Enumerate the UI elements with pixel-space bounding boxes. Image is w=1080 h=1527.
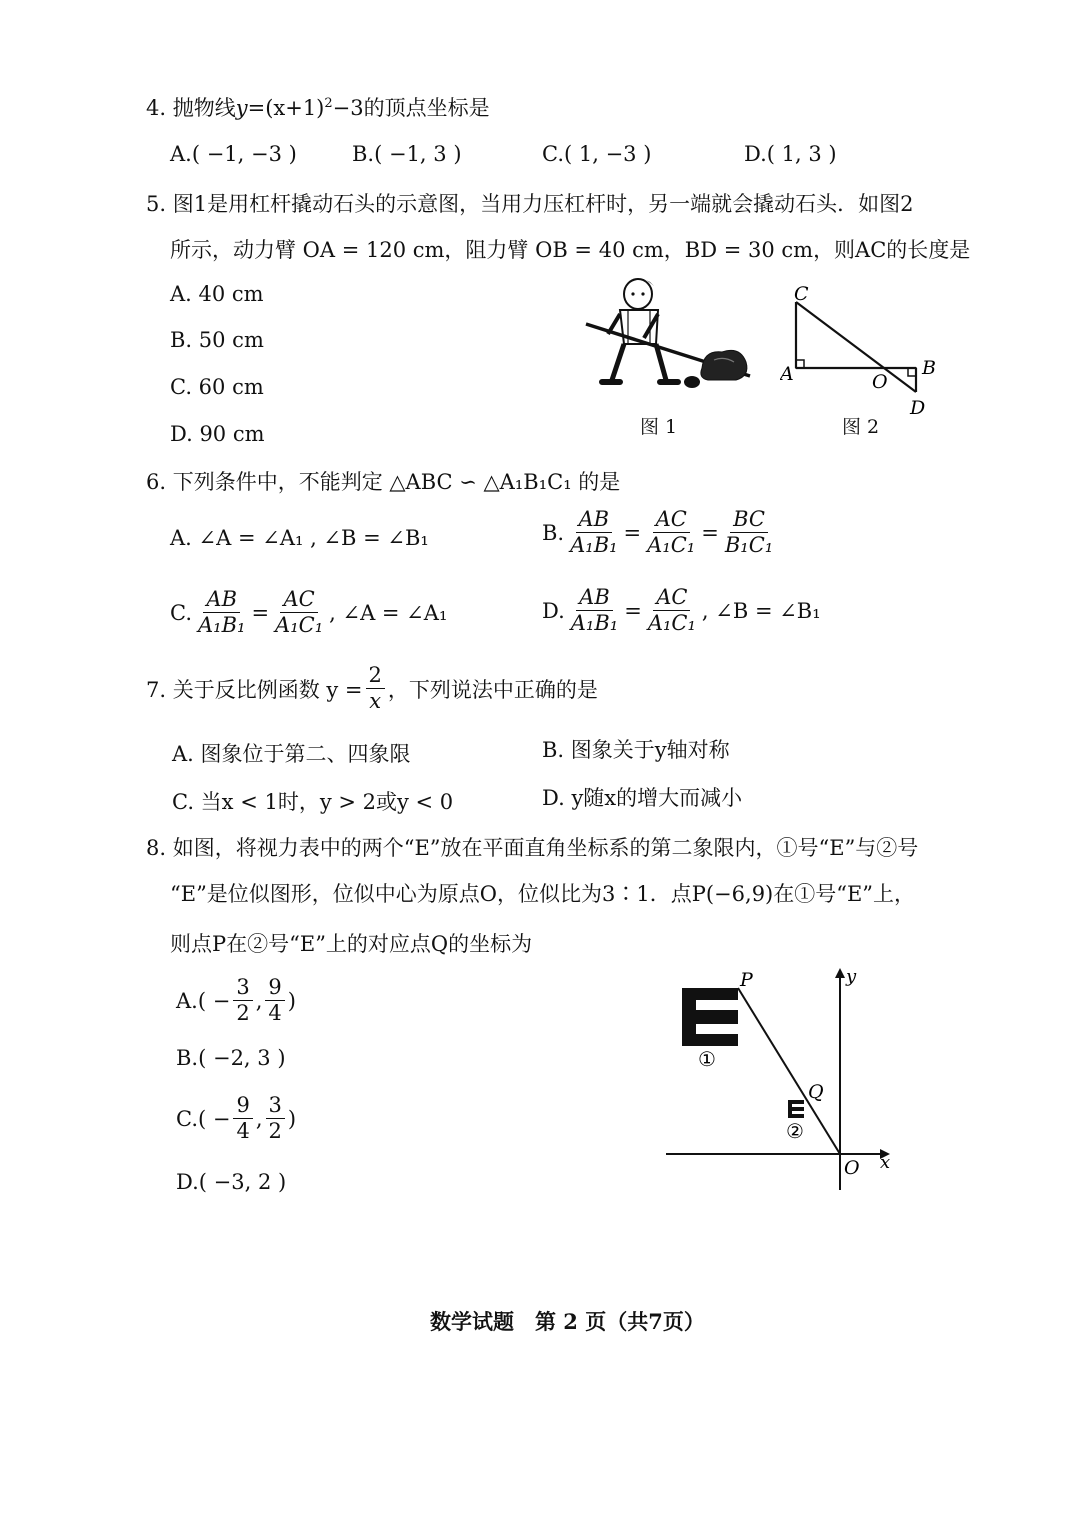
q8-option-c-label: C. (176, 1106, 198, 1131)
q5-fig2-label-d: D (910, 397, 926, 419)
q7-stem (146, 664, 598, 713)
q7-option-b: B. 图象关于y轴对称 (542, 738, 730, 762)
q5-fig2-caption: 图 2 (842, 416, 880, 438)
q8-option-d: D.( −3, 2 ) (176, 1170, 287, 1194)
q6-c-frac-2-den: A₁C₁ (275, 613, 324, 638)
q6-d-frac-2 (645, 586, 699, 635)
q4-option-b: B.( −1, 3 ) (352, 142, 462, 166)
q6-b-frac-3-den: B₁C₁ (724, 533, 774, 558)
q6-d-frac-2-den: A₁C₁ (647, 611, 696, 636)
q5-option-c: C. 60 cm (170, 375, 264, 399)
q5-fig2-label-c: C (794, 283, 809, 305)
q6-c-eq: = (251, 600, 270, 625)
q8-fig-label-o: O (844, 1157, 860, 1179)
q6-b-frac-2-den: A₁C₁ (647, 533, 696, 558)
q6-stem: 6. 下列条件中，不能判定 △ABC ∽ △A₁B₁C₁ 的是 (146, 470, 621, 494)
q8-a-frac-x-num: 3 (233, 976, 252, 1001)
q5-figure1-lever-illustration (580, 272, 755, 402)
q5-line2: 所示，动力臂 OA = 120 cm，阻力臂 OB = 40 cm，BD = 30 cm，则AC的长度是 (170, 238, 971, 262)
q5-fig2-label-a: A (780, 363, 794, 385)
page-footer: 数学试题 第 2 页（共7页） (430, 1309, 705, 1334)
q8-big-e-glyph (682, 988, 738, 1046)
q4-option-a: A.( −1, −3 ) (170, 142, 297, 166)
q6-c-frac-1 (195, 588, 248, 637)
q6-option-c-label: C. (170, 600, 192, 625)
q6-d-frac-1-num: AB (576, 586, 613, 611)
q8-small-e-glyph (788, 1100, 804, 1118)
q8-a-frac-y-den: 4 (268, 1001, 282, 1026)
q6-option-c (170, 588, 447, 637)
q6-d-frac-2-num: AC (653, 586, 690, 611)
q6-b-frac-1 (567, 508, 620, 557)
q8-c-frac-x-den: 4 (236, 1119, 250, 1144)
q8-c-frac-x (233, 1094, 252, 1143)
q6-d-eq: = (624, 598, 642, 623)
q6-b-frac-1-num: AB (576, 508, 613, 533)
q8-option-c: C. ( − $\frac{9}{4}$ , $\frac{3}{2}$ ) (176, 1093, 297, 1144)
q8-fig-label-e2: ② (786, 1119, 804, 1143)
q5-figure2-diagram (780, 282, 940, 420)
q6-d-frac-1-den: A₁B₁ (570, 611, 619, 636)
q8-fig-label-e1: ① (698, 1047, 716, 1071)
q6-b-frac-3 (722, 508, 776, 557)
q8-option-b: B.( −2, 3 ) (176, 1046, 286, 1070)
q7-stem-prefix: 7. 关于反比例函数 y = (146, 677, 363, 702)
q6-b-frac-2 (644, 508, 698, 557)
q8-fig-label-y: y (846, 966, 857, 987)
q8-a-frac-x (233, 976, 252, 1025)
q6-c-frac-2-num: AC (280, 588, 317, 613)
q5-option-a: A. 40 cm (170, 282, 264, 306)
q4-option-d: D.( 1, 3 ) (744, 142, 837, 166)
q6-d-frac-1 (568, 586, 621, 635)
q8-option-a: A. ( − $\frac{3}{2}$ , $\frac{9}{4}$ ) (176, 975, 296, 1026)
q8-c-frac-y-den: 2 (268, 1119, 282, 1144)
q4-formula-exp: 2 (324, 96, 333, 111)
q6-b-frac-1-den: A₁B₁ (570, 533, 618, 558)
q6-b-eq-1: = (623, 520, 642, 545)
q8-a-frac-y (265, 976, 284, 1025)
q6-option-b-label: B. (542, 520, 565, 545)
q7-stem-suffix: ，下列说法中正确的是 (387, 677, 598, 702)
q5-line1: 5. 图1是用杠杆撬动石头的示意图，当用力压杠杆时，另一端就会撬动石头．如图2 (146, 192, 914, 216)
q5-fig2-label-o: O (872, 371, 888, 393)
q5-option-d: D. 90 cm (170, 422, 265, 446)
q8-line2: “E”是位似图形，位似中心为原点O，位似比为3∶1．点P(−6,9)在①号“E”上， (170, 882, 916, 906)
q6-b-frac-2-num: AC (653, 508, 690, 533)
q8-line3: 则点P在②号“E”上的对应点Q的坐标为 (170, 932, 533, 956)
q6-option-d (542, 586, 821, 635)
q6-c-frac-2 (272, 588, 326, 637)
q6-option-d-label: D. (542, 598, 565, 623)
q8-c-frac-y (266, 1094, 285, 1143)
q8-a-frac-x-den: 2 (236, 1001, 250, 1026)
q4-option-c: C.( 1, −3 ) (542, 142, 652, 166)
q8-c-frac-x-num: 9 (233, 1094, 252, 1119)
q7-frac-den: x (369, 689, 382, 714)
q8-line1: 8. 如图，将视力表中的两个“E”放在平面直角坐标系的第二象限内，①号“E”与②号 (146, 836, 919, 860)
q4-formula-mid: =(x+1) (247, 96, 325, 120)
q8-fig-label-p: P (740, 969, 753, 991)
q8-fig-label-q: Q (808, 1081, 824, 1103)
q7-frac (366, 664, 385, 713)
q8-a-frac-y-num: 9 (265, 976, 284, 1001)
q6-d-tail: , ∠B = ∠B₁ (701, 598, 821, 623)
q5-option-b: B. 50 cm (170, 328, 264, 352)
q6-b-eq-2: = (701, 520, 719, 545)
q8-figure-coordinate-plane (660, 962, 900, 1194)
q6-option-a: A. ∠A = ∠A₁ , ∠B = ∠B₁ (170, 526, 429, 550)
q6-c-frac-1-den: A₁B₁ (198, 613, 246, 638)
q6-c-frac-1-num: AB (203, 588, 240, 613)
q5-fig1-caption: 图 1 (640, 416, 678, 438)
q7-option-c: C. 当x < 1时，y > 2或y < 0 (172, 790, 454, 814)
q7-option-a: A. 图象位于第二、四象限 (172, 742, 411, 766)
q4-formula-y: y (235, 96, 248, 120)
q7-option-d: D. y随x的增大而减小 (542, 786, 743, 810)
q6-c-tail: , ∠A = ∠A₁ (329, 600, 448, 625)
q7-frac-num: 2 (366, 664, 385, 689)
q6-option-b (542, 508, 779, 557)
q6-b-frac-3-num: BC (730, 508, 768, 533)
q4-formula-end: −3 (332, 96, 364, 120)
q8-c-frac-y-num: 3 (266, 1094, 285, 1119)
q4-stem-suffix: 的顶点坐标是 (363, 96, 490, 120)
q4-stem-prefix: 4. 抛物线 (146, 96, 236, 120)
q5-fig2-label-b: B (922, 357, 936, 379)
q8-option-a-label: A. (176, 988, 198, 1013)
q4-stem (146, 92, 490, 122)
q8-fig-label-x: x (880, 1152, 891, 1173)
